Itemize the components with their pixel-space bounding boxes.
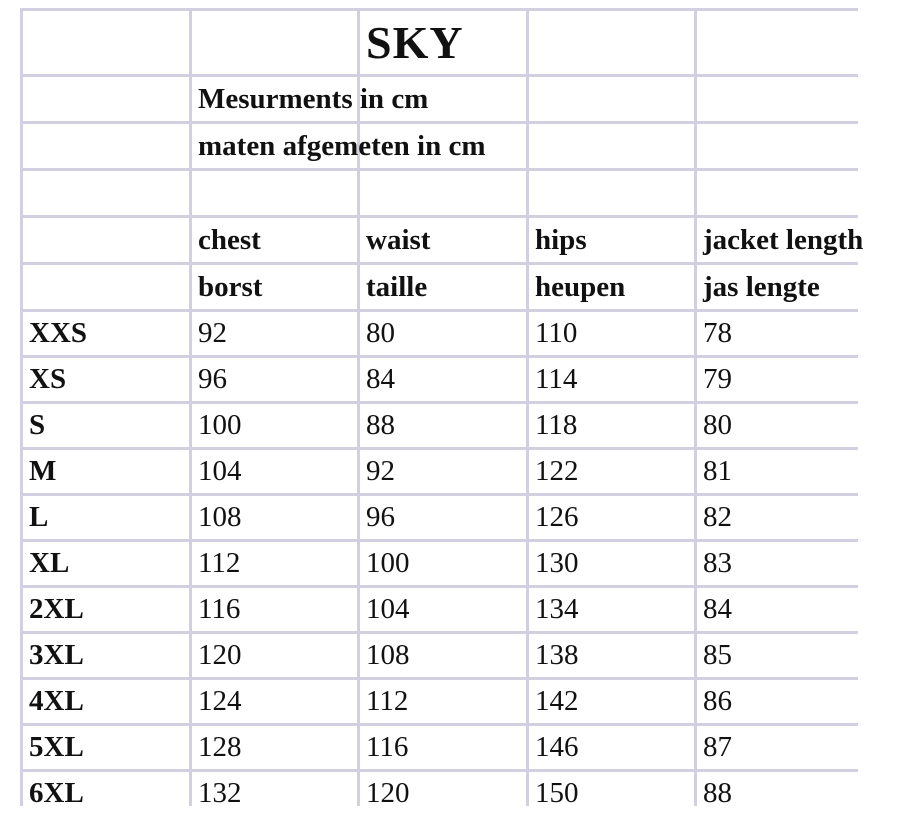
size-label: 4XL xyxy=(23,680,189,723)
empty-cell xyxy=(529,77,694,121)
jacket-length-value: 78 xyxy=(697,312,864,355)
chest-value: 128 xyxy=(192,726,357,769)
jacket-length-value: 84 xyxy=(697,588,864,631)
empty-cell xyxy=(23,265,189,309)
waist-value: 92 xyxy=(360,450,526,493)
column-header-hips: hips xyxy=(529,218,694,262)
hips-value: 110 xyxy=(529,312,694,355)
column-header-waist: waist xyxy=(360,218,526,262)
empty-cell xyxy=(697,171,864,215)
subtitle-english: Mesurments in cm xyxy=(198,82,429,115)
hips-value: 130 xyxy=(529,542,694,585)
waist-value: 108 xyxy=(360,634,526,677)
empty-cell xyxy=(697,77,864,121)
waist-value: 104 xyxy=(360,588,526,631)
hips-value: 138 xyxy=(529,634,694,677)
jacket-length-value: 85 xyxy=(697,634,864,677)
chest-value: 116 xyxy=(192,588,357,631)
column-header-taille: taille xyxy=(360,265,526,309)
empty-cell xyxy=(697,11,864,74)
waist-value: 120 xyxy=(360,772,526,815)
jacket-length-value: 86 xyxy=(697,680,864,723)
size-label: XS xyxy=(23,358,189,401)
waist-value: 80 xyxy=(360,312,526,355)
hips-value: 134 xyxy=(529,588,694,631)
title-cell xyxy=(360,11,526,74)
size-label: 3XL xyxy=(23,634,189,677)
hips-value: 122 xyxy=(529,450,694,493)
jacket-length-value: 82 xyxy=(697,496,864,539)
hips-value: 114 xyxy=(529,358,694,401)
empty-cell xyxy=(697,124,864,168)
chest-value: 108 xyxy=(192,496,357,539)
waist-value: 112 xyxy=(360,680,526,723)
jacket-length-value: 87 xyxy=(697,726,864,769)
waist-value: 96 xyxy=(360,496,526,539)
empty-cell xyxy=(23,77,189,121)
empty-cell xyxy=(529,11,694,74)
empty-cell xyxy=(529,124,694,168)
hips-value: 126 xyxy=(529,496,694,539)
subtitle-cell xyxy=(192,124,486,168)
hips-value: 150 xyxy=(529,772,694,815)
chest-value: 124 xyxy=(192,680,357,723)
empty-cell xyxy=(529,171,694,215)
chest-value: 92 xyxy=(192,312,357,355)
size-label: 2XL xyxy=(23,588,189,631)
empty-cell xyxy=(23,171,189,215)
size-label: XL xyxy=(23,542,189,585)
waist-value: 84 xyxy=(360,358,526,401)
waist-value: 116 xyxy=(360,726,526,769)
hips-value: 142 xyxy=(529,680,694,723)
chest-value: 104 xyxy=(192,450,357,493)
chest-value: 100 xyxy=(192,404,357,447)
size-label: 5XL xyxy=(23,726,189,769)
hips-value: 118 xyxy=(529,404,694,447)
column-header-jas-lengte: jas lengte xyxy=(697,265,864,309)
chest-value: 120 xyxy=(192,634,357,677)
hips-value: 146 xyxy=(529,726,694,769)
subtitle-cell xyxy=(192,77,429,121)
chest-value: 96 xyxy=(192,358,357,401)
jacket-length-value: 83 xyxy=(697,542,864,585)
empty-cell xyxy=(23,124,189,168)
column-header-borst: borst xyxy=(192,265,357,309)
waist-value: 88 xyxy=(360,404,526,447)
empty-cell xyxy=(23,218,189,262)
jacket-length-value: 79 xyxy=(697,358,864,401)
column-header-chest: chest xyxy=(192,218,357,262)
empty-cell xyxy=(192,171,357,215)
empty-cell xyxy=(192,11,357,74)
empty-cell xyxy=(360,171,526,215)
column-header-jacket-length: jacket length xyxy=(697,218,864,262)
size-label: L xyxy=(23,496,189,539)
column-header-heupen: heupen xyxy=(529,265,694,309)
size-chart-table xyxy=(20,8,864,809)
size-label: XXS xyxy=(23,312,189,355)
jacket-length-value: 80 xyxy=(697,404,864,447)
waist-value: 100 xyxy=(360,542,526,585)
empty-cell xyxy=(23,11,189,74)
chest-value: 132 xyxy=(192,772,357,815)
page-title: SKY xyxy=(366,17,464,68)
subtitle-dutch: maten afgemeten in cm xyxy=(198,129,486,162)
size-label: M xyxy=(23,450,189,493)
size-label: S xyxy=(23,404,189,447)
jacket-length-value: 81 xyxy=(697,450,864,493)
size-label: 6XL xyxy=(23,772,189,815)
jacket-length-value: 88 xyxy=(697,772,864,815)
chest-value: 112 xyxy=(192,542,357,585)
